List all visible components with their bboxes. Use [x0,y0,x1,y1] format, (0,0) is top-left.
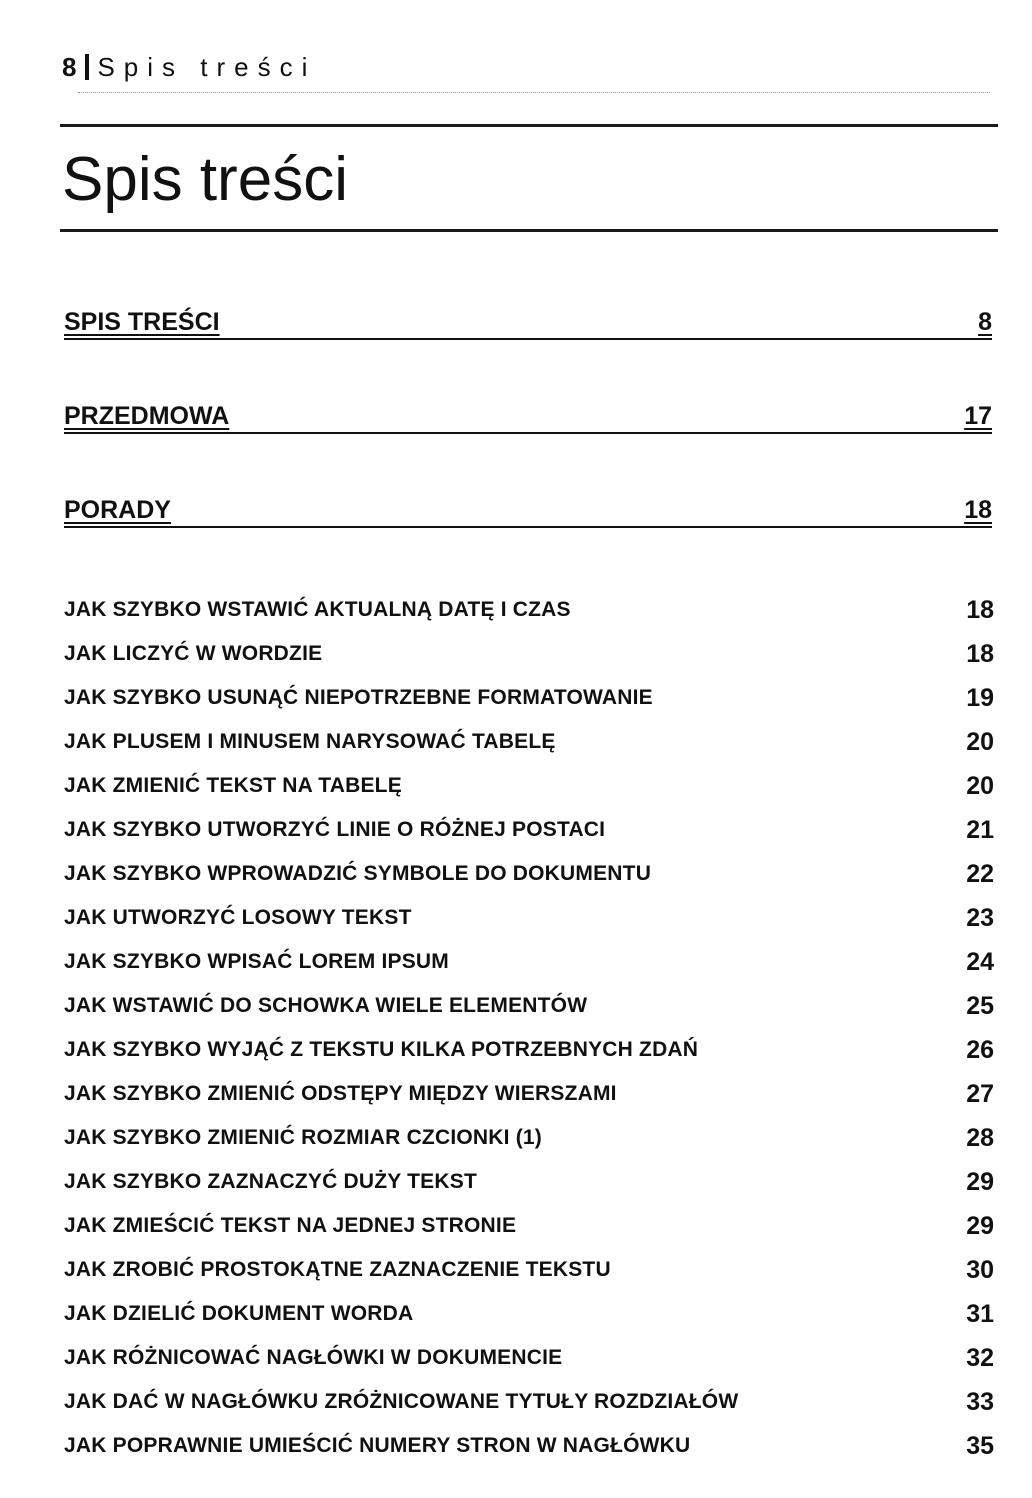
toc-main-page: 8 [978,308,992,336]
header-dotted-rule [78,92,990,93]
toc-sub-label: JAK ZMIEŚCIĆ TEKST NA JEDNEJ STRONIE [64,1214,517,1237]
toc-sub-label: JAK SZYBKO WSTAWIĆ AKTUALNĄ DATĘ I CZAS [64,598,571,621]
toc-sub-page: 28 [966,1123,994,1152]
toc-sub-entry[interactable] [64,588,994,632]
toc-sub-entry[interactable] [64,632,994,676]
toc-sub-entry[interactable] [64,984,994,1028]
toc-sub-entry[interactable] [64,808,994,852]
toc-sub-page: 20 [966,771,994,800]
running-header [62,52,316,83]
toc-sub-label: JAK LICZYĆ W WORDZIE [64,642,323,665]
toc-sub-page: 29 [966,1211,994,1240]
toc-sub-label: JAK UTWORZYĆ LOSOWY TEKST [64,906,412,929]
toc-sub-page: 33 [966,1387,994,1416]
toc-sub-entry[interactable] [64,1028,994,1072]
toc-sub-page: 26 [966,1035,994,1064]
toc-sub-entry[interactable] [64,1380,994,1424]
toc-sub-page: 27 [966,1079,994,1108]
toc-sub-label: JAK SZYBKO UTWORZYĆ LINIE O RÓŻNEJ POSTACI [64,818,606,841]
page-title: Spis treści [62,145,348,214]
toc-sub-entry[interactable] [64,896,994,940]
toc-sub-label: JAK PLUSEM I MINUSEM NARYSOWAĆ TABELĘ [64,730,556,753]
toc-main-entry[interactable] [64,298,992,340]
toc-sub-page: 22 [966,859,994,888]
toc-sub-list [64,588,994,1468]
toc-sub-page: 31 [966,1299,994,1328]
toc-sub-entry[interactable] [64,1336,994,1380]
toc-main-entry[interactable] [64,486,992,528]
toc-sub-page: 32 [966,1343,994,1372]
toc-sub-page: 20 [966,727,994,756]
toc-sub-label: JAK WSTAWIĆ DO SCHOWKA WIELE ELEMENTÓW [64,994,588,1017]
toc-sub-entry[interactable] [64,1072,994,1116]
toc-sub-page: 23 [966,903,994,932]
toc-main-label: PRZEDMOWA [64,402,230,430]
toc-sub-entry[interactable] [64,676,994,720]
running-header-section: Spis treści [97,52,317,82]
toc-sub-label: JAK ZMIENIĆ TEKST NA TABELĘ [64,774,402,797]
running-header-page-number: 8 [62,52,78,82]
toc-sub-page: 35 [966,1431,994,1460]
toc-sub-label: JAK RÓŻNICOWAĆ NAGŁÓWKI W DOKUMENCIE [64,1346,563,1369]
toc-sub-label: JAK SZYBKO ZMIENIĆ ODSTĘPY MIĘDZY WIERSZAMI [64,1082,617,1105]
toc-sub-label: JAK SZYBKO ZAZNACZYĆ DUŻY TEKST [64,1170,477,1193]
toc-sub-label: JAK SZYBKO WYJĄĆ Z TEKSTU KILKA POTRZEBNYCH ZDAŃ [64,1038,699,1061]
toc-sub-page: 29 [966,1167,994,1196]
toc-sub-label: JAK DAĆ W NAGŁÓWKU ZRÓŻNICOWANE TYTUŁY ROZDZIAŁÓW [64,1390,739,1413]
toc-main-page: 18 [964,496,992,524]
toc-sub-entry[interactable] [64,1248,994,1292]
toc-main-entry[interactable] [64,392,992,434]
toc-sub-page: 24 [966,947,994,976]
toc-main-label: SPIS TREŚCI [64,308,220,336]
toc-sub-label: JAK DZIELIĆ DOKUMENT WORDA [64,1302,414,1325]
toc-sub-label: JAK POPRAWNIE UMIEŚCIĆ NUMERY STRON W NAGŁÓWKU [64,1434,691,1457]
toc-sub-page: 21 [966,815,994,844]
toc-sub-page: 19 [966,683,994,712]
toc-sub-entry[interactable] [64,720,994,764]
toc-sub-entry[interactable] [64,1424,994,1468]
title-rule-top [60,124,998,127]
toc-sub-entry[interactable] [64,1292,994,1336]
toc-sub-page: 30 [966,1255,994,1284]
toc-sub-label: JAK SZYBKO WPISAĆ LOREM IPSUM [64,950,449,973]
toc-sub-entry[interactable] [64,940,994,984]
toc-sub-entry[interactable] [64,1160,994,1204]
toc-sub-label: JAK SZYBKO USUNĄĆ NIEPOTRZEBNE FORMATOWANIE [64,686,653,709]
toc-sub-entry[interactable] [64,1204,994,1248]
toc-sub-page: 18 [966,595,994,624]
toc-sub-entry[interactable] [64,764,994,808]
header-separator [85,54,89,80]
toc-sub-entry[interactable] [64,1116,994,1160]
toc-sub-page: 25 [966,991,994,1020]
toc-sub-page: 18 [966,639,994,668]
toc-main-page: 17 [964,402,992,430]
toc-main-label: PORADY [64,496,171,524]
toc-sub-label: JAK SZYBKO WPROWADZIĆ SYMBOLE DO DOKUMENTU [64,862,652,885]
toc-sub-label: JAK SZYBKO ZMIENIĆ ROZMIAR CZCIONKI (1) [64,1126,542,1149]
title-rule-bottom [60,229,998,232]
toc-sub-label: JAK ZROBIĆ PROSTOKĄTNE ZAZNACZENIE TEKSTU [64,1258,611,1281]
toc-sub-entry[interactable] [64,852,994,896]
